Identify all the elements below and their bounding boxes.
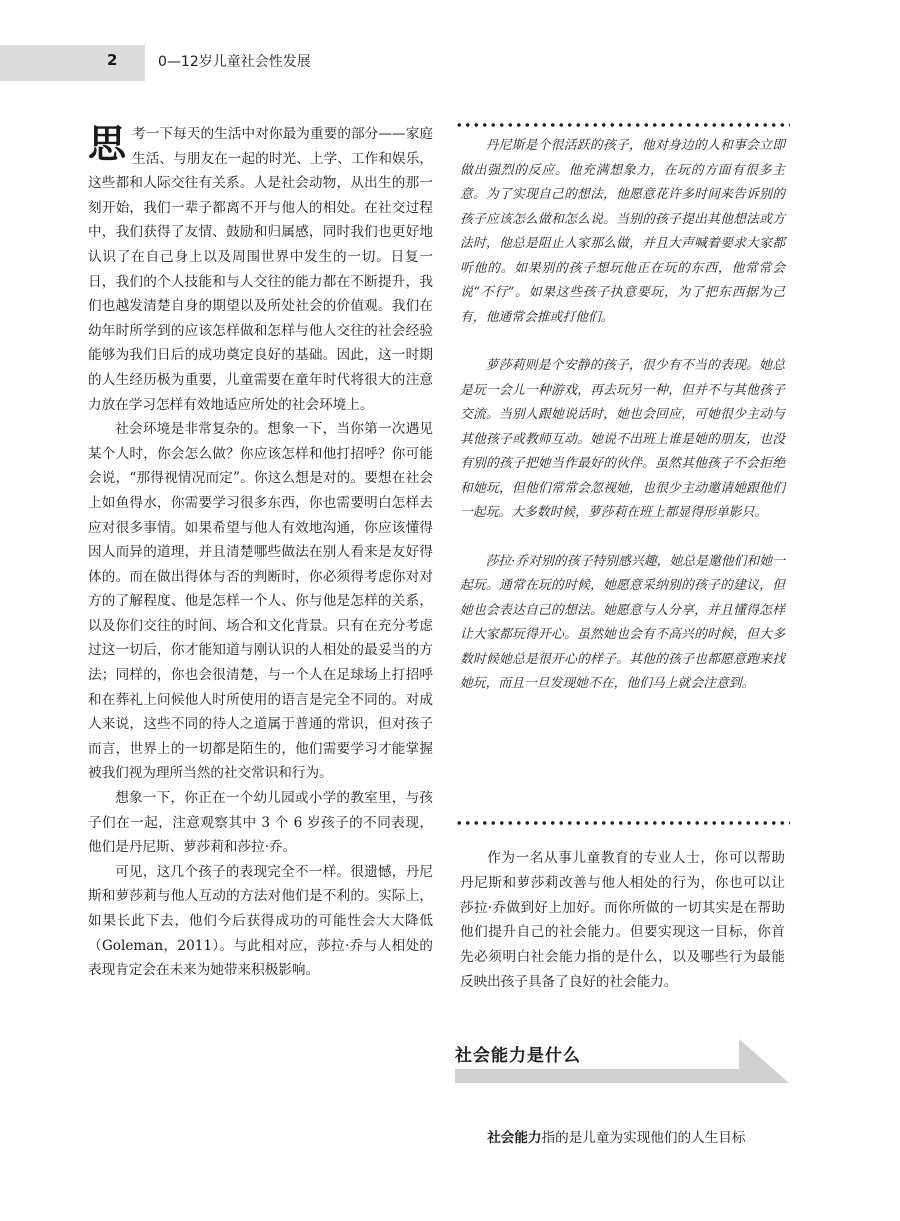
intro-paragraph — [88, 122, 433, 417]
left-column — [88, 122, 433, 983]
definition-text: 指的是儿童为实现他们的人生目标 — [541, 1129, 746, 1146]
case-dennis: 丹尼斯是个很活跃的孩子，他对身边的人和事会立即做出强烈的反应。他充满想象力，在玩的方面有很多主意。为了实现自己的想法，他愿意花许多时间来告诉别的孩子应该怎么做和怎么说。当别的孩子提出其他想法或方法时，他总是阻止人家那么做，并且大声喊着要求大家都听他的。如果别的孩子想玩他正在玩的东西，他常常会说“不行”。如果这些孩子执意要玩，为了把东西据为己有，他通常会推或打他们。 — [460, 138, 785, 325]
section-bar-line — [455, 1069, 765, 1083]
intro-text: 考一下每天的生活中对你最为重要的部分——家庭生活、与朋友在一起的时光、上学、工作和娱乐，这些都和人际交往有关系。人是社会动物，从出生的那一刻开始，我们一辈子都离不开与他人的相处。在社交过程中，我们获得了友情、鼓励和归属感，同时我们也更好地认识了在自己身上以及周围世界中发生的一切。日复一日，我们的个人技能和与人交往的能力都在不断提升，我们也越发清楚自身的期望以及所处社会的价值观。我们在幼年时所学到的应该怎样做和怎样与他人交往的社会经验能够为我们日后的成功奠定良好的基础。因此，这一时期的人生经历极为重要，儿童需要在童年时代将很大的注意力放在学习怎样有效地适应所处的社会环境上。 — [88, 126, 433, 413]
section-bar-triangle — [739, 1039, 789, 1083]
body-paragraph: 社会环境是非常复杂的。想象一下，当你第一次遇见某个人时，你会怎么做？你应该怎样和他打招呼？你可能会说，“那得视情况而定”。你这么想是对的。要想在社会上如鱼得水，你需要学习很多东西，你也需要明白怎样去应对很多事情。如果希望与他人有效地沟通，你应该懂得因人而异的道理，并且清楚哪些做法在别人看来是友好得体的。而在做出得体与否的判断时，你必须得考虑你对对方的了解程度、他是怎样一个人、你与他是怎样的关系，以及你们交往的时间、场合和文化背景。只有在充分考虑过这一切后，你才能知道与刚认识的人相处的最妥当的方法；同样的，你也会很清楚，与一个人在足球场上打招呼和在葬礼上问候他人时所使用的语言是完全不同的。对成人来说，这些不同的待人之道属于普通的常识，但对孩子而言，世界上的一切都是陌生的，他们需要学习才能掌握被我们视为理所当然的社交常识和行为。 — [88, 421, 433, 782]
definition-paragraph — [460, 1126, 785, 1150]
running-title: 0—12岁儿童社会性发展 — [158, 54, 311, 70]
case-rosalie: 萝莎莉则是个安静的孩子，很少有不当的表现。她总是玩一会儿一种游戏，再去玩另一种，但并不与其他孩子交流。当别人跟她说话时，她也会回应，可她很少主动与其他孩子或教师互动。她说不出班上谁是她的朋友，也没有别的孩子把她当作最好的伙伴。虽然其他孩子不会拒绝和她玩，但他们常常会忽视她，也很少主动邀请她跟他们一起玩。大多数时候，萝莎莉在班上都显得形单影只。 — [460, 358, 785, 520]
body-paragraph: 作为一名从事儿童教育的专业人士，你可以帮助丹尼斯和萝莎莉改善与他人相处的行为，你也可以让莎拉·乔做到好上加好。而你所做的一切其实是在帮助他们提升自己的社会能力。但要实现这一目标，你首先必须明白社会能力指的是什么，以及哪些行为最能反映出孩子具备了良好的社会能力。 — [460, 850, 785, 990]
body-paragraph: 想象一下，你正在一个幼儿园或小学的教室里，与孩子们在一起，注意观察其中 3 个 6 岁孩子的不同表现，他们是丹尼斯、萝莎莉和莎拉·乔。 — [88, 790, 433, 856]
definition-term: 社会能力 — [487, 1129, 542, 1146]
case-box — [460, 134, 785, 697]
drop-cap: 思 — [88, 122, 127, 166]
page-number: 2 — [107, 51, 118, 69]
header-band — [0, 45, 145, 81]
section-heading — [455, 1035, 789, 1083]
case-box-bottom-border — [455, 820, 790, 826]
case-sarah-jo: 莎拉·乔对别的孩子特别感兴趣，她总是邀他们和她一起玩。通常在玩的时候，她愿意采纳别的孩子的建议，但她也会表达自己的想法。她愿意与人分享，并且懂得怎样让大家都玩得开心。虽然她也会有不高兴的时候，但大多数时候她总是很开心的样子。其他的孩子也都愿意跑来找她玩，而且一旦发现她不在，他们马上就会注意到。 — [460, 553, 785, 691]
body-paragraph: 可见，这几个孩子的表现完全不一样。很遗憾，丹尼斯和萝莎莉与他人互动的方法对他们是不利的。实际上，如果长此下去，他们今后获得成功的可能性会大大降低（Goleman，2011）。与此相对应，莎拉·乔与人相处的表现肯定会在未来为她带来积极影响。 — [88, 863, 433, 979]
case-box-top-border — [455, 122, 790, 128]
section-title: 社会能力是什么 — [455, 1046, 581, 1066]
right-column — [460, 846, 785, 995]
